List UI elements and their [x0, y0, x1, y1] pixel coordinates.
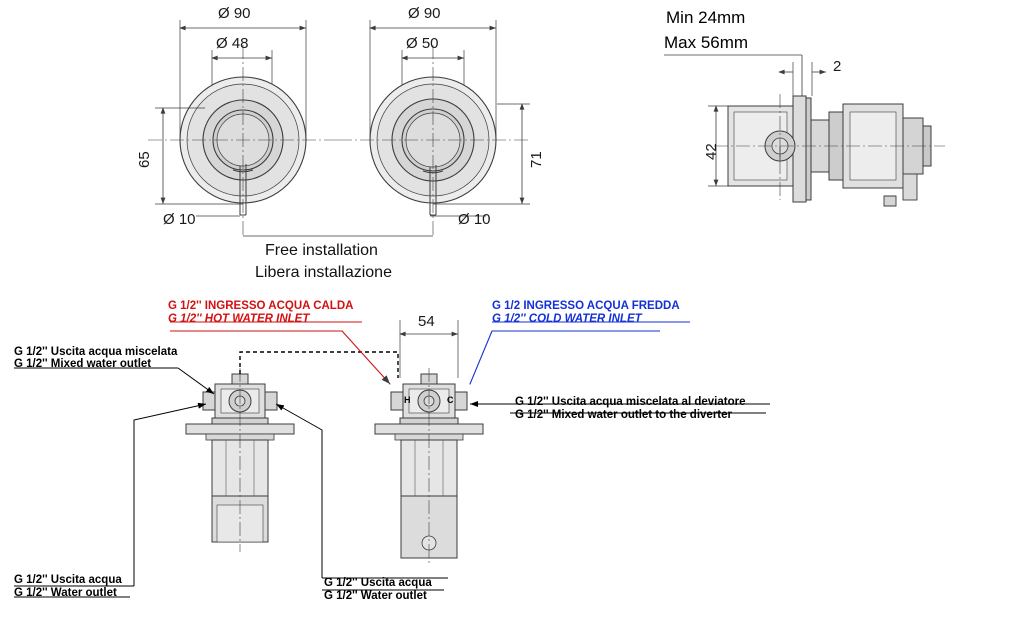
label-mixed-outlet-en: G 1/2'' Mixed water outlet	[14, 358, 152, 370]
caption-free-installation-en: Free installation	[265, 242, 378, 259]
dim-plate-thickness: 2	[833, 58, 842, 75]
dim-min-depth: Min 24mm	[666, 8, 746, 27]
dim-left-height: 65	[136, 151, 153, 168]
dim-body-height: 42	[703, 143, 720, 160]
dim-body-spacing: 54	[418, 313, 435, 330]
label-water-outlet-left-it: G 1/2'' Uscita acqua	[14, 574, 122, 586]
label-diverter-outlet-en: G 1/2'' Mixed water outlet to the diverter	[515, 409, 732, 421]
dim-right-height: 71	[528, 151, 545, 168]
bottom-right-body	[375, 368, 483, 566]
label-mixed-outlet-it: G 1/2'' Uscita acqua miscelata	[14, 346, 178, 358]
front-left-view	[148, 20, 338, 236]
label-cold-inlet-it: G 1/2 INGRESSO ACQUA FREDDA	[492, 300, 680, 312]
label-water-outlet-right-it: G 1/2'' Uscita acqua	[324, 577, 432, 589]
label-cold-inlet-en: G 1/2'' COLD WATER INLET	[492, 313, 642, 325]
hot-inlet-leader	[170, 322, 390, 384]
mixed-water-route	[240, 352, 398, 378]
dim-right-lever-diameter: Ø 10	[458, 211, 491, 228]
label-water-outlet-left-en: G 1/2'' Water outlet	[14, 587, 117, 599]
caption-free-installation-it: Libera installazione	[255, 264, 392, 281]
cold-inlet-leader	[470, 322, 690, 384]
dim-left-inner-diameter: Ø 48	[216, 35, 249, 52]
dim-right-inner-diameter: Ø 50	[406, 35, 439, 52]
label-hot-inlet-it: G 1/2'' INGRESSO ACQUA CALDA	[168, 300, 354, 312]
label-hot-inlet-en: G 1/2'' HOT WATER INLET	[168, 313, 310, 325]
label-diverter-outlet-it: G 1/2'' Uscita acqua miscelata al deviatore	[515, 396, 746, 408]
bottom-left-body	[186, 368, 294, 552]
port-label-c: C	[447, 395, 454, 405]
dim-right-outer-diameter: Ø 90	[408, 5, 441, 22]
dim-left-lever-diameter: Ø 10	[163, 211, 196, 228]
section-view	[664, 55, 945, 206]
dim-left-outer-diameter: Ø 90	[218, 5, 251, 22]
label-water-outlet-right-en: G 1/2'' Water outlet	[324, 590, 427, 602]
dim-max-depth: Max 56mm	[664, 33, 749, 52]
port-label-h: H	[404, 395, 411, 405]
front-right-view	[338, 20, 530, 236]
